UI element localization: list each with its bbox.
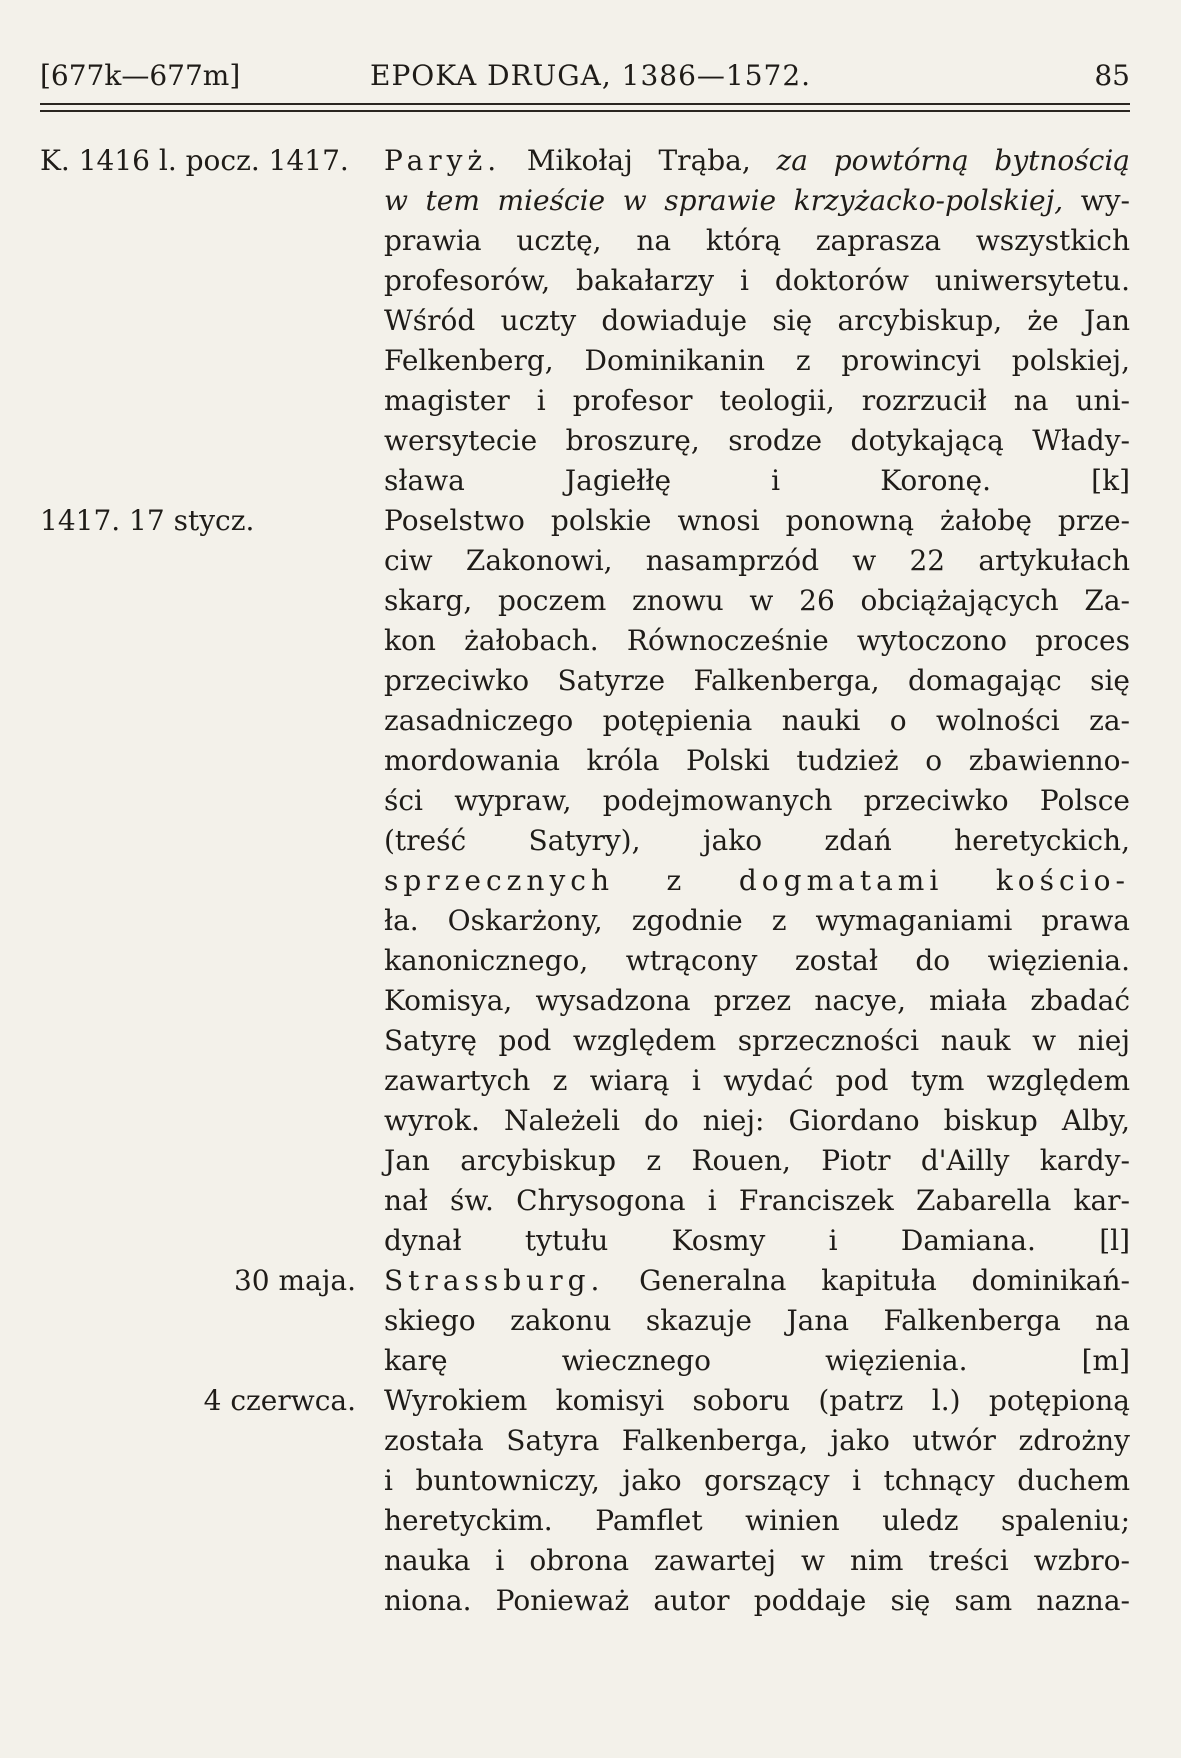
- text-line: zawartych z wiarą i wydać pod tym względem: [384, 1064, 1130, 1097]
- entry-text: [384, 501, 1130, 1261]
- text-line: kanonicznego, wtrącony został do więzienia.: [384, 944, 1130, 977]
- text-line: mordowania króla Polski tudzież o zbawienno-: [384, 744, 1130, 777]
- text-line: Strassburg. Generalna kapituła dominikań-: [384, 1264, 1130, 1297]
- text-line: prawia ucztę, na którą zaprasza wszystkich: [384, 224, 1130, 257]
- page-number: 85: [1094, 59, 1130, 92]
- text-line: Wyrokiem komisyi soboru (patrz l.) potępioną: [384, 1384, 1130, 1417]
- text-line: skarg, poczem znowu w 26 obciążających Za-: [384, 584, 1130, 617]
- text-line: sława Jagiełłę i Koronę. [k]: [384, 464, 1130, 497]
- text-line: Wśród uczty dowiaduje się arcybiskup, że Jan: [384, 304, 1130, 337]
- text-line: kon żałobach. Równocześnie wytoczono proces: [384, 624, 1130, 657]
- entry-text: [384, 141, 1130, 501]
- text-line: heretyckim. Pamflet winien uledz spaleniu;: [384, 1504, 1130, 1537]
- entry-text: [384, 1261, 1130, 1381]
- text-line: nał św. Chrysogona i Franciszek Zabarella kar-: [384, 1184, 1130, 1217]
- running-header: [40, 56, 1130, 96]
- entry-text: [384, 1381, 1130, 1621]
- text-line: nauka i obrona zawartej w nim treści wzbro-: [384, 1544, 1130, 1577]
- header-ref: [677k—677m]: [40, 59, 241, 92]
- text-line: wersytecie broszurę, srodze dotykającą Włady-: [384, 424, 1130, 457]
- footnote-ref: [k]: [1091, 464, 1130, 497]
- text-line: skiego zakonu skazuje Jana Falkenberga na: [384, 1304, 1130, 1337]
- text-line: sprzecznych z dogmatami kościo-: [384, 864, 1130, 897]
- text-line: Satyrę pod względem sprzeczności nauk w niej: [384, 1024, 1130, 1057]
- footnote-ref: [l]: [1099, 1224, 1130, 1257]
- text-line: ciw Zakonowi, nasamprzód w 22 artykułach: [384, 544, 1130, 577]
- text-line: została Satyra Falkenberga, jako utwór zdrożny: [384, 1424, 1130, 1457]
- place-name: Strassburg.: [384, 1264, 605, 1297]
- text-line: magister i profesor teologii, rozrzucił na uni-: [384, 384, 1130, 417]
- text-line: ła. Oskarżony, zgodnie z wymaganiami prawa: [384, 904, 1130, 937]
- text-line: ści wypraw, podejmowanych przeciwko Polsce: [384, 784, 1130, 817]
- text-line: Komisya, wysadzona przez nacye, miała zbadać: [384, 984, 1130, 1017]
- header-rule-top: [40, 103, 1130, 105]
- text-line: dynał tytułu Kosmy i Damiana. [l]: [384, 1224, 1130, 1257]
- text-line: (treść Satyry), jako zdań heretyckich,: [384, 824, 1130, 857]
- text-line: Felkenberg, Dominikanin z prowincyi polskiej,: [384, 344, 1130, 377]
- text-line: profesorów, bakałarzy i doktorów uniwersytetu.: [384, 264, 1130, 297]
- text-line: Jan arcybiskup z Rouen, Piotr d'Ailly kardy-: [384, 1144, 1130, 1177]
- entry-date: 4 czerwca.: [203, 1384, 356, 1417]
- entry-date: K. 1416 l. pocz. 1417.: [40, 144, 349, 177]
- text-line: Poselstwo polskie wnosi ponowną żałobę prze-: [384, 504, 1130, 537]
- text-line: niona. Ponieważ autor poddaje się sam nazna-: [384, 1584, 1130, 1617]
- entry-date: 30 maja.: [233, 1264, 356, 1297]
- text-line: w tem mieście w sprawie krzyżacko-polskiej, wy-: [384, 184, 1130, 217]
- text-line: zasadniczego potępienia nauki o wolności za-: [384, 704, 1130, 737]
- place-name: Paryż.: [384, 144, 502, 177]
- footnote-ref: [m]: [1081, 1344, 1130, 1377]
- text-line: karę wiecznego więzienia. [m]: [384, 1344, 1130, 1377]
- text-line: przeciwko Satyrze Falkenberga, domagając się: [384, 664, 1130, 697]
- text-line: Paryż. Mikołaj Trąba, za powtórną bytnością: [384, 144, 1130, 177]
- text-line: wyrok. Należeli do niej: Giordano biskup Alby,: [384, 1104, 1130, 1137]
- entry-date: 1417. 17 stycz.: [40, 504, 255, 537]
- header-title: EPOKA DRUGA, 1386—1572.: [370, 59, 812, 92]
- text-line: i buntowniczy, jako gorszący i tchnący duchem: [384, 1464, 1130, 1497]
- header-rule-bottom: [40, 110, 1130, 112]
